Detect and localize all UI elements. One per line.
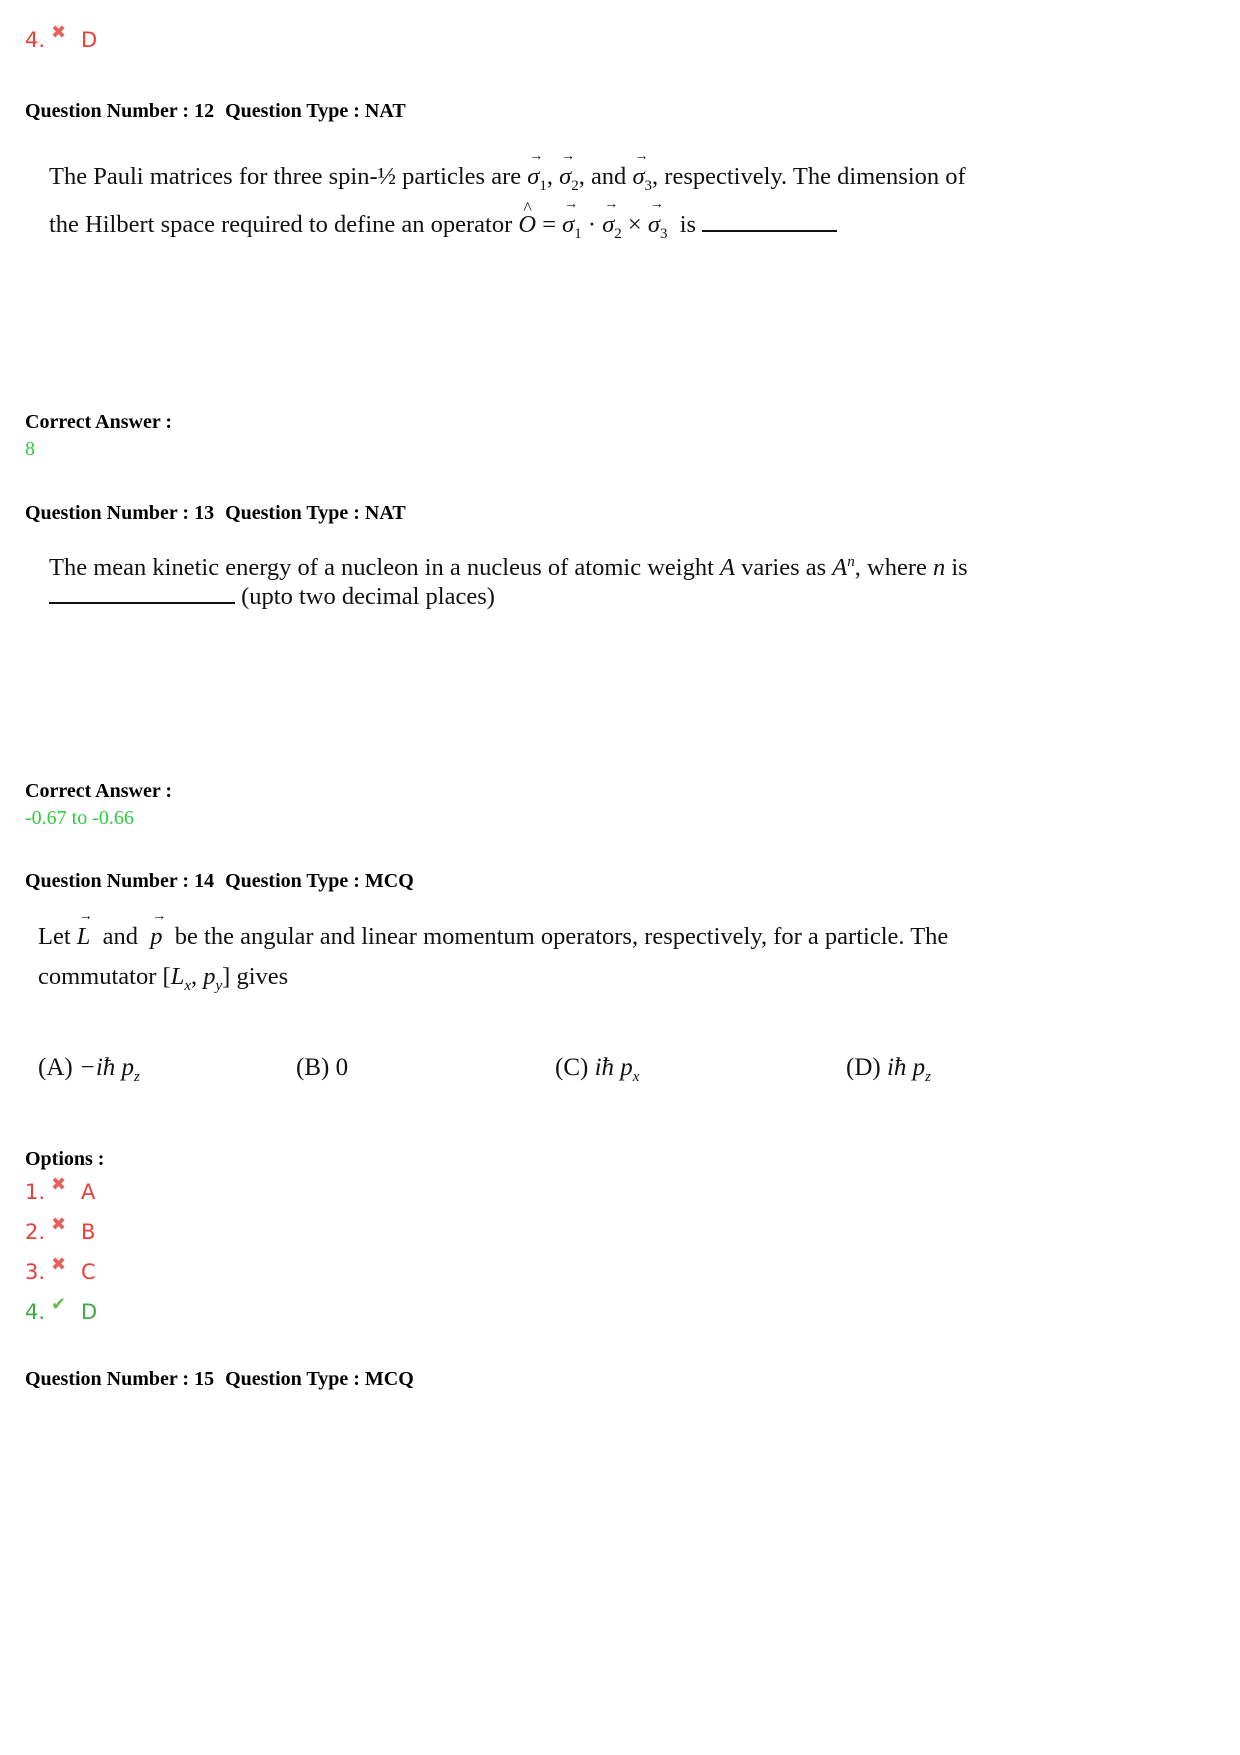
exp-n: n [847, 554, 855, 570]
prev-option-d [25, 21, 98, 52]
sigma-2: → σ [559, 165, 571, 190]
cross-icon: ✖ [51, 21, 67, 43]
choice-c [555, 1054, 639, 1086]
and-text: and [102, 923, 139, 950]
choice-label: (B) [296, 1054, 330, 1081]
choice-label: (A) [38, 1054, 73, 1081]
sub-2b: 2 [614, 225, 622, 242]
choice-label: (C) [555, 1054, 589, 1081]
q14-option-b [25, 1213, 96, 1244]
var-a2: A [832, 554, 848, 582]
choice-value: −iħ p [78, 1054, 135, 1081]
q14-header [25, 870, 414, 893]
answer-blank [702, 230, 837, 232]
is-text: is [679, 211, 697, 238]
sub-3: 3 [644, 177, 653, 194]
sub-1b: 1 [574, 225, 582, 242]
choice-d [846, 1054, 931, 1086]
q13-line-2 [49, 585, 495, 610]
q13-answer: -0.67 to -0.66 [25, 807, 134, 829]
q14-type: Question Type : MCQ [225, 870, 414, 892]
q14-number: Question Number : 14 [25, 870, 215, 892]
option-letter: D [81, 28, 98, 52]
choice-b [296, 1054, 348, 1082]
and-text: and [590, 163, 627, 190]
q14-text-3: commutator [38, 963, 163, 990]
sub-1: 1 [539, 177, 547, 194]
q12-text: The Pauli matrices for three spin-½ particles are [49, 163, 528, 190]
sigma-2b: → σ [602, 213, 614, 238]
var-n: n [933, 554, 946, 582]
q13-text: The mean kinetic energy of a nucleon in a nucleus of atomic weight [49, 554, 721, 582]
q13-line-1 [49, 555, 968, 581]
q12-text-3: the Hilbert space required to define an operator [49, 211, 519, 238]
check-icon: ✔ [51, 1293, 67, 1315]
cross-icon: ✖ [51, 1173, 67, 1195]
option-number: 3. [25, 1260, 46, 1284]
cross-icon: ✖ [51, 1213, 67, 1235]
operator-o: ^ O [518, 213, 536, 238]
q15-type: Question Type : MCQ [225, 1368, 414, 1390]
choice-value: iħ p [886, 1054, 926, 1081]
option-number: 2. [25, 1220, 46, 1244]
choice-value: 0 [335, 1054, 349, 1081]
q15-number: Question Number : 15 [25, 1368, 215, 1390]
q13-text-4: is [945, 554, 968, 582]
var-l: L [170, 963, 185, 990]
q12-header [25, 100, 406, 123]
choice-sub: z [134, 1069, 140, 1085]
q14-line-1 [38, 925, 948, 950]
option-number: 1. [25, 1180, 46, 1204]
q13-header [25, 502, 406, 525]
sigma-1: → σ [527, 165, 539, 190]
sigma-3: → σ [632, 165, 644, 190]
q14-option-a [25, 1173, 96, 1204]
q12-answer-label: Correct Answer : [25, 411, 172, 433]
cross-icon: ✖ [51, 1253, 67, 1275]
choice-label: (D) [846, 1054, 881, 1081]
option-letter: C [81, 1260, 96, 1284]
q14-text-4: gives [236, 963, 289, 990]
choice-sub: z [925, 1069, 932, 1085]
q15-header [25, 1368, 414, 1391]
q13-text-2: varies as [735, 554, 833, 582]
q14-options-label: Options : [25, 1148, 105, 1170]
sub-2: 2 [571, 177, 579, 194]
option-number: 4. [25, 1300, 46, 1324]
q13-text-3: , where [854, 554, 933, 582]
var-p: p [203, 963, 216, 990]
q14-text: Let [38, 923, 77, 950]
sigma-3b: → σ [648, 213, 660, 238]
q14-option-c [25, 1253, 96, 1284]
sigma-1b: → σ [562, 213, 574, 238]
q14-line-2: commutator [$L_x$, $p_y$] gives [38, 963, 289, 994]
q12-line-1: The Pauli matrices for three spin-½ particles are → $\sigma_1$, → $\sigma_2$, and → $\sigma_3$, respectively. The dimension of [49, 165, 966, 194]
q13-answer-label: Correct Answer : [25, 780, 172, 802]
option-letter: B [81, 1220, 96, 1244]
q13-number: Question Number : 13 [25, 502, 215, 524]
q13-type: Question Type : NAT [225, 502, 406, 524]
sub-x: x [184, 977, 191, 994]
q12-number: Question Number : 12 [25, 100, 215, 122]
sub-3b: 3 [659, 225, 668, 242]
answer-blank [49, 602, 235, 604]
q14-text-2: be the angular and linear momentum operators, respectively, for a particle. The [174, 923, 949, 950]
q14-option-d [25, 1293, 98, 1324]
q12-type: Question Type : NAT [225, 100, 406, 122]
option-letter: D [81, 1300, 98, 1324]
q12-line-2: the Hilbert space required to define an operator ^ O = → $\sigma_1$ · → $\sigma_2$ × → $\sigma_3$ is [49, 213, 837, 242]
vector-p: → p [150, 925, 162, 950]
q13-text-5: (upto two decimal places) [241, 583, 495, 610]
choice-value: iħ p [594, 1054, 633, 1081]
var-a: A [720, 554, 735, 582]
option-letter: A [81, 1180, 96, 1204]
sub-y: y [215, 977, 223, 994]
option-number: 4. [25, 28, 46, 52]
q12-answer: 8 [25, 438, 35, 460]
vector-l: → L [77, 925, 91, 950]
q12-text-2: , respectively. The dimension of [652, 163, 966, 190]
choice-sub: x [632, 1069, 640, 1085]
choice-a [38, 1054, 140, 1086]
